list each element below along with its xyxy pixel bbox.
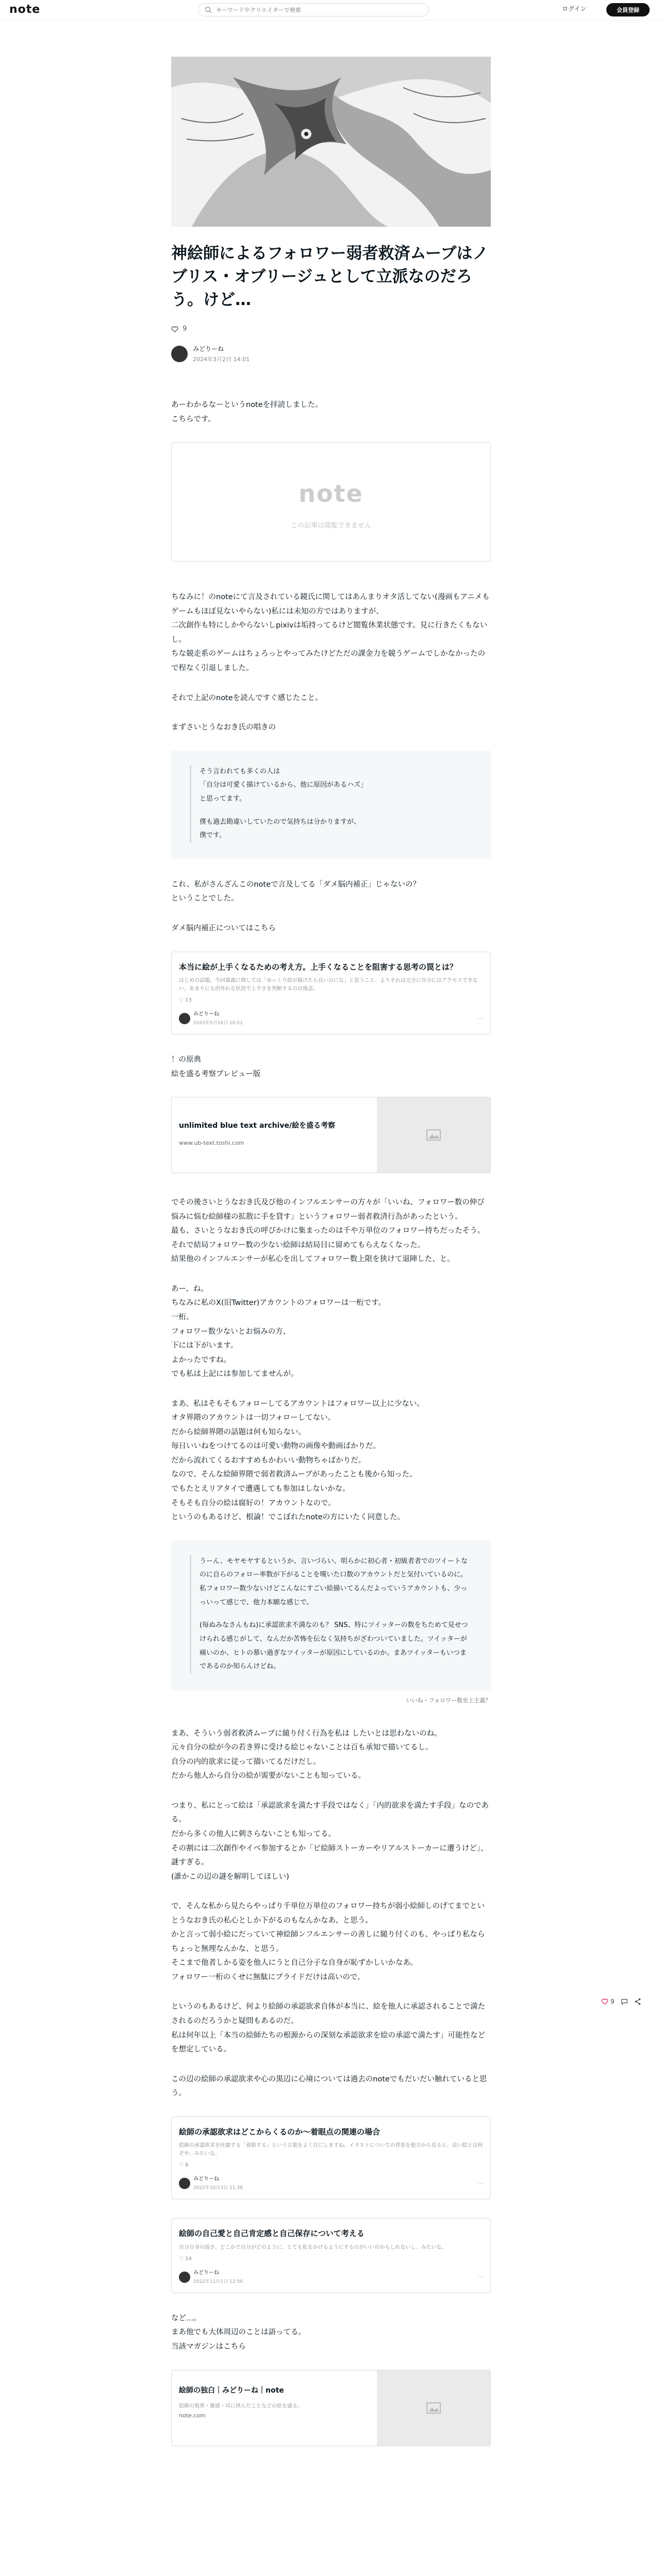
- spacer: [200, 1609, 472, 1619]
- text-line: 一桁。: [171, 1313, 194, 1322]
- blockquote: [171, 751, 491, 859]
- text-line: だから流れてくるおすすめもかわいい動物ちゃばかりだ。: [171, 1456, 366, 1465]
- text-line: でもたとえリアタイで遭遇しても参加はしないかな。: [171, 1485, 350, 1494]
- text-line: そこまで他者しかる姿を他人にうと自己分子な自身が恥ずかしいかなあ。: [171, 1959, 418, 1968]
- text-line: かと言って弱小絵にだっていて神絵師ンフルエンサーの善しに縋り付くのも、やっぱり私ならちょっと無理なんかな、と思う。: [171, 1930, 485, 1953]
- blockquote: [171, 1540, 491, 1690]
- quote-line: と思ってます。: [200, 794, 246, 803]
- text-line: よかったですね。: [171, 1355, 231, 1364]
- image-placeholder-icon: [426, 1129, 441, 1141]
- text-line: 結果他のインフルエンサーが私心を出してフォロワー数上限を狭けて退陣した、と。: [171, 1255, 455, 1264]
- text-line: だから他人から自分の絵が需要がないことも知っている。: [171, 1772, 366, 1781]
- paragraph: [171, 1196, 491, 1267]
- card-author: みどりーね: [193, 2269, 219, 2276]
- text-line: そもそも自分の絵は腐好の！アカウントなので。: [171, 1499, 336, 1507]
- card-likes: ♡ 14: [179, 2256, 192, 2262]
- article-title: 神絵師によるフォロワー弱者救済ムーブはノブリス・オブリージュとして立派なのだろう。けど…: [171, 244, 489, 309]
- like-row: [171, 323, 491, 336]
- text-line: ちな競走系のゲームはちょろっとやってみたけどただの課金力を競うゲームでしかなかったので程なく引退しました。: [171, 650, 485, 673]
- paragraph: それで上記のnoteを読んですぐ感じたこと。: [171, 693, 323, 702]
- paragraph: ダメ脳内補正についてはこちら: [171, 924, 276, 933]
- external-link-card[interactable]: [171, 1097, 491, 1173]
- text-line: オタ界隈のアカウントは一切フォローしてない。: [171, 1414, 336, 1422]
- card-title[interactable]: 絵師の自己愛と自己肯定感と自己保存について考える: [179, 2229, 365, 2239]
- quote-line: 僕です。: [200, 832, 226, 840]
- text-line: フォロワー一桁のくせに無駄にプライドだけは高いので。: [171, 1973, 365, 1981]
- paragraph: [171, 398, 491, 427]
- side-like-count: 9: [610, 1998, 615, 2005]
- publish-date: 2024年3月2日 14:01: [193, 356, 250, 363]
- text-line: 私は何年以上「本当の絵師たちの根源からの深刻な承認欲求を絵の承認で満たす」可能性などを想定している。: [171, 2031, 485, 2054]
- search-input[interactable]: [216, 7, 412, 13]
- unavailable-message: この記事は閲覧できません: [290, 521, 371, 530]
- text-line: ちなみに！のnoteにて言及されている鏡氏に関してはあんまりオタ活してない(漫画もアニメもゲームもほぼ見ないやらない)私には未知の方ではありますが、: [171, 593, 490, 616]
- avatar: [179, 2178, 190, 2189]
- text-line: まあ他でも大体周辺のことは語ってる。: [171, 2328, 306, 2337]
- embedded-note-unavailable[interactable]: [171, 442, 491, 562]
- paragraph: [171, 1799, 491, 1884]
- card-author: みどりーね: [193, 1011, 219, 1017]
- quote-line: (毎ぬみなさんもね)に承認欲求不満なのも？ SNS、特にツイッターの数をちためて見せつけられる感じがして、なんだか苦怖を伝なく気持ちがざわついていました。ツイッターが痛いのか、ヒトの慕い過ぎなツイッターが原因にしているのか。まあツイッターもいつまであるのか知らんけどね。: [200, 1621, 468, 1671]
- paragraph: [171, 2000, 491, 2057]
- embedded-note-card[interactable]: [171, 2218, 491, 2293]
- note-logo: note: [299, 480, 363, 508]
- text-line: 元々自分の絵が今の若き界に受ける絵じゃないことは百も承知で描いてるし。: [171, 1743, 433, 1752]
- image-placeholder-icon: [426, 2402, 441, 2414]
- card-description: 自分自身の弱さ、どこかで自分がどのように、とても私をかけるようにするのがいいのかもしれないし、みたいな。: [179, 2244, 447, 2250]
- like-count: 9: [183, 325, 187, 333]
- link-title[interactable]: 絵師の独白｜みどりーね｜note: [179, 2386, 284, 2395]
- text-line: (誰かこの辺の謎を解明してほしい): [171, 1872, 289, 1881]
- avatar[interactable]: [171, 346, 188, 362]
- side-like-button[interactable]: [601, 1998, 615, 2005]
- paragraph: [171, 1053, 491, 1081]
- card-description: 絵師の承認欲求を吐露する「着眼する」という言葉をよく目にしますね。イラストについての背景を他方から見ると、良い絵とは何ぞや、みたいな。: [179, 2143, 483, 2157]
- text-line: これ、私がさんざんこのnoteで言及してる「ダメ脳内補正」じゃないの？: [171, 880, 421, 889]
- floating-actions: [601, 1998, 641, 2005]
- text-line: 毎日いいねをつけてるのは可愛い動物の画像や動画ばかりだ。: [171, 1442, 380, 1451]
- embedded-note-card[interactable]: [171, 2116, 491, 2200]
- paragraph: [171, 1900, 491, 1985]
- more-icon[interactable]: ⋯: [478, 1015, 483, 1022]
- paragraph: [171, 590, 491, 675]
- quote-line: 僕も過去勘違いしていたので気持ちは分かりますが、: [200, 818, 361, 826]
- text-line: 謎すぎる。: [171, 1858, 209, 1867]
- link-title[interactable]: unlimited blue text archive/絵を盛る考察: [179, 1122, 336, 1130]
- paragraph: [171, 1727, 491, 1784]
- text-line: フォロワー数少ないとお悩みの方、: [171, 1327, 291, 1336]
- embedded-note-card[interactable]: [171, 952, 491, 1035]
- ink-illustration: [171, 57, 491, 227]
- link-url: note.com: [179, 2412, 206, 2419]
- note-logo[interactable]: note: [9, 3, 41, 16]
- text-line: 絵を盛る考察プレビュー版: [171, 1070, 261, 1078]
- text-line: 自分の内的欲求に従って描いてるだけだし。: [171, 1757, 321, 1766]
- heart-icon: [601, 1998, 608, 2005]
- text-line: でその後さいとうなおき氏及び他のインフルエンサーの方々が「いいね、フォロワー数の伸び悩みに悩む絵師様の拡散に手を貸す」というフォロワー弱者救済行為があったという。: [171, 1198, 485, 1221]
- more-icon[interactable]: ⋯: [478, 2180, 483, 2187]
- text-line: など…。: [171, 2314, 201, 2323]
- text-line: 下には下がいます。: [171, 1342, 238, 1350]
- text-line: こちらです。: [171, 415, 216, 423]
- site-header: [0, 0, 662, 21]
- text-line: だから絵師界隈の話題は何も知らない。: [171, 1428, 306, 1436]
- paragraph: まずさいとうなおき氏の唱きの: [171, 723, 276, 732]
- link-description: 絵師の視界・雑感・耳に挟んだことなどの絵を盛る。: [179, 2403, 303, 2410]
- quote-line: うーん、モヤモヤするというか、言いづらい、明らかに初心者・初級者者でのツイートなのに自らのフォロー率数が下がることを嘆いた口数のアカウントだと気付いているのに。私フォロワー数少ないけどこんなにすごい絵描いてるんだよっていうアカウントも、少っっいって感じで、他力本願な感じで。: [200, 1557, 468, 1606]
- text-line: なので、そんな絵師界隈で弱者救済ムーブがあったことも後から知った。: [171, 1470, 417, 1479]
- paragraph: [171, 1282, 491, 1382]
- text-line: 最も、さいとうなおき氏の呼びかけに集まったのは千や万単位のフォロワー持ちだったそう。: [171, 1227, 485, 1235]
- text-line: この辺の絵師の承認欲求や心の黒辺に心境については過去のnoteでもだいだい触れていると思う。: [171, 2075, 487, 2098]
- link-thumbnail: [377, 2370, 490, 2446]
- quote-line: そう言われても多くの人は: [200, 767, 280, 775]
- text-line: でも私は上記には参加してませんが。: [171, 1370, 299, 1379]
- heart-icon[interactable]: [171, 326, 178, 333]
- paragraph: [171, 878, 491, 906]
- comment-icon[interactable]: [621, 1998, 628, 2005]
- quote-line: 「自分は可愛く描けているから、他に原因があるハズ」: [200, 781, 368, 789]
- card-description: はじめの話題。今回暴露に関しては「ゆっくり絵が描けたら良いのにな」と思うこと、よりそれは完全に自分にはアクセスできない、あまりにも的外れな状況で上手さを判断するのは残念。: [179, 978, 478, 992]
- search-box[interactable]: [198, 3, 429, 16]
- text-line: 二次創作も特にしかやらないしpixivは垢持ってるけど閲覧休業状態です。見に行きたくもないし。: [171, 621, 488, 644]
- text-line: その割には二次創作やイベ参加するとか「ビ絵師ストーカーやリアルストーカーに遭うけど」、: [171, 1844, 488, 1853]
- text-line: 当該マガジンはこちら: [171, 2343, 246, 2351]
- paragraph: [171, 1397, 491, 1525]
- magazine-link-card[interactable]: [171, 2370, 491, 2446]
- avatar: [179, 2272, 190, 2283]
- more-icon[interactable]: ⋯: [478, 2274, 483, 2280]
- paragraph: [171, 2312, 491, 2354]
- login-link[interactable]: ログイン: [562, 5, 587, 12]
- text-line: それで結局フォロワー数の少ない絵師は結局目に留めてもらえなくなった。: [171, 1241, 425, 1249]
- text-line: まあ、私はそもそもフォローしてるアカウントはフォロワー以上に少ない。: [171, 1399, 424, 1408]
- header-image: [171, 57, 491, 227]
- signup-button[interactable]: 会員登録: [606, 3, 650, 16]
- spacer: [200, 806, 472, 816]
- quote-citation[interactable]: いいね・フォロワー数至上主義？: [406, 1697, 491, 1704]
- card-title[interactable]: 絵師の承認欲求はどこからくるのか〜着眼点の関連の場合: [179, 2127, 380, 2137]
- article-body: [171, 242, 491, 2469]
- text-line: で、そんな私から見たらやっぱり千単位万単位のフォロワー持ちが弱小絵師しのげてまでといとうなおき氏の私心としか下がるのもなんかなあ、と思う。: [171, 1902, 485, 1925]
- card-date: 2022年10月3日 11:38: [193, 2185, 243, 2191]
- card-likes: ♡ 13: [179, 997, 192, 1003]
- avatar: [179, 1013, 190, 1024]
- text-line: だから多くの他人に刺さらないことも知ってる。: [171, 1829, 336, 1838]
- link-url: www.ub-text.toshi.com: [179, 1139, 244, 1146]
- text-line: まあ、そういう弱者救済ムーブに縋り付く行為を私は したいとは思わないのね。: [171, 1729, 442, 1738]
- text-line: ！の原典: [171, 1056, 201, 1064]
- card-date: 2023年5月16日 10:21: [193, 1021, 243, 1026]
- text-line: あーわかるなーというnoteを拝読しました。: [171, 401, 323, 410]
- paragraph: [171, 2073, 491, 2101]
- author-block[interactable]: [171, 343, 491, 366]
- card-date: 2022年11月1日 12:50: [193, 2279, 243, 2284]
- share-icon[interactable]: [634, 1998, 641, 2005]
- text-line: あー、ね。: [171, 1284, 208, 1293]
- search-icon: [205, 6, 212, 13]
- text-line: ちなみに私のX(旧Twitter)アカウントのフォロワーは一桁です。: [171, 1299, 386, 1308]
- card-title[interactable]: 本当に絵が上手くなるための考え方。上手くなることを阻害する思考の罠とは？: [179, 962, 458, 972]
- link-thumbnail: [377, 1097, 490, 1173]
- text-line: ということでした。: [171, 894, 239, 903]
- text-line: というのもあるけど、何より絵師の承認欲求自体が本当に、絵を他人に承認されることで満たされるのだろうかと疑問もあるのだ。: [171, 2003, 485, 2025]
- text-line: というのもあるけど、根論！でこぼれたnoteの方にいたく同意した。: [171, 1513, 405, 1522]
- author-name[interactable]: みどりーね: [193, 345, 224, 352]
- card-author: みどりーね: [193, 2176, 219, 2182]
- card-likes: ♡ 6: [179, 2162, 189, 2168]
- text-line: つまり、私にとって絵は「承認欲求を満たす手段ではなく」「内的欲求を満たす手段」なのである。: [171, 1801, 489, 1824]
